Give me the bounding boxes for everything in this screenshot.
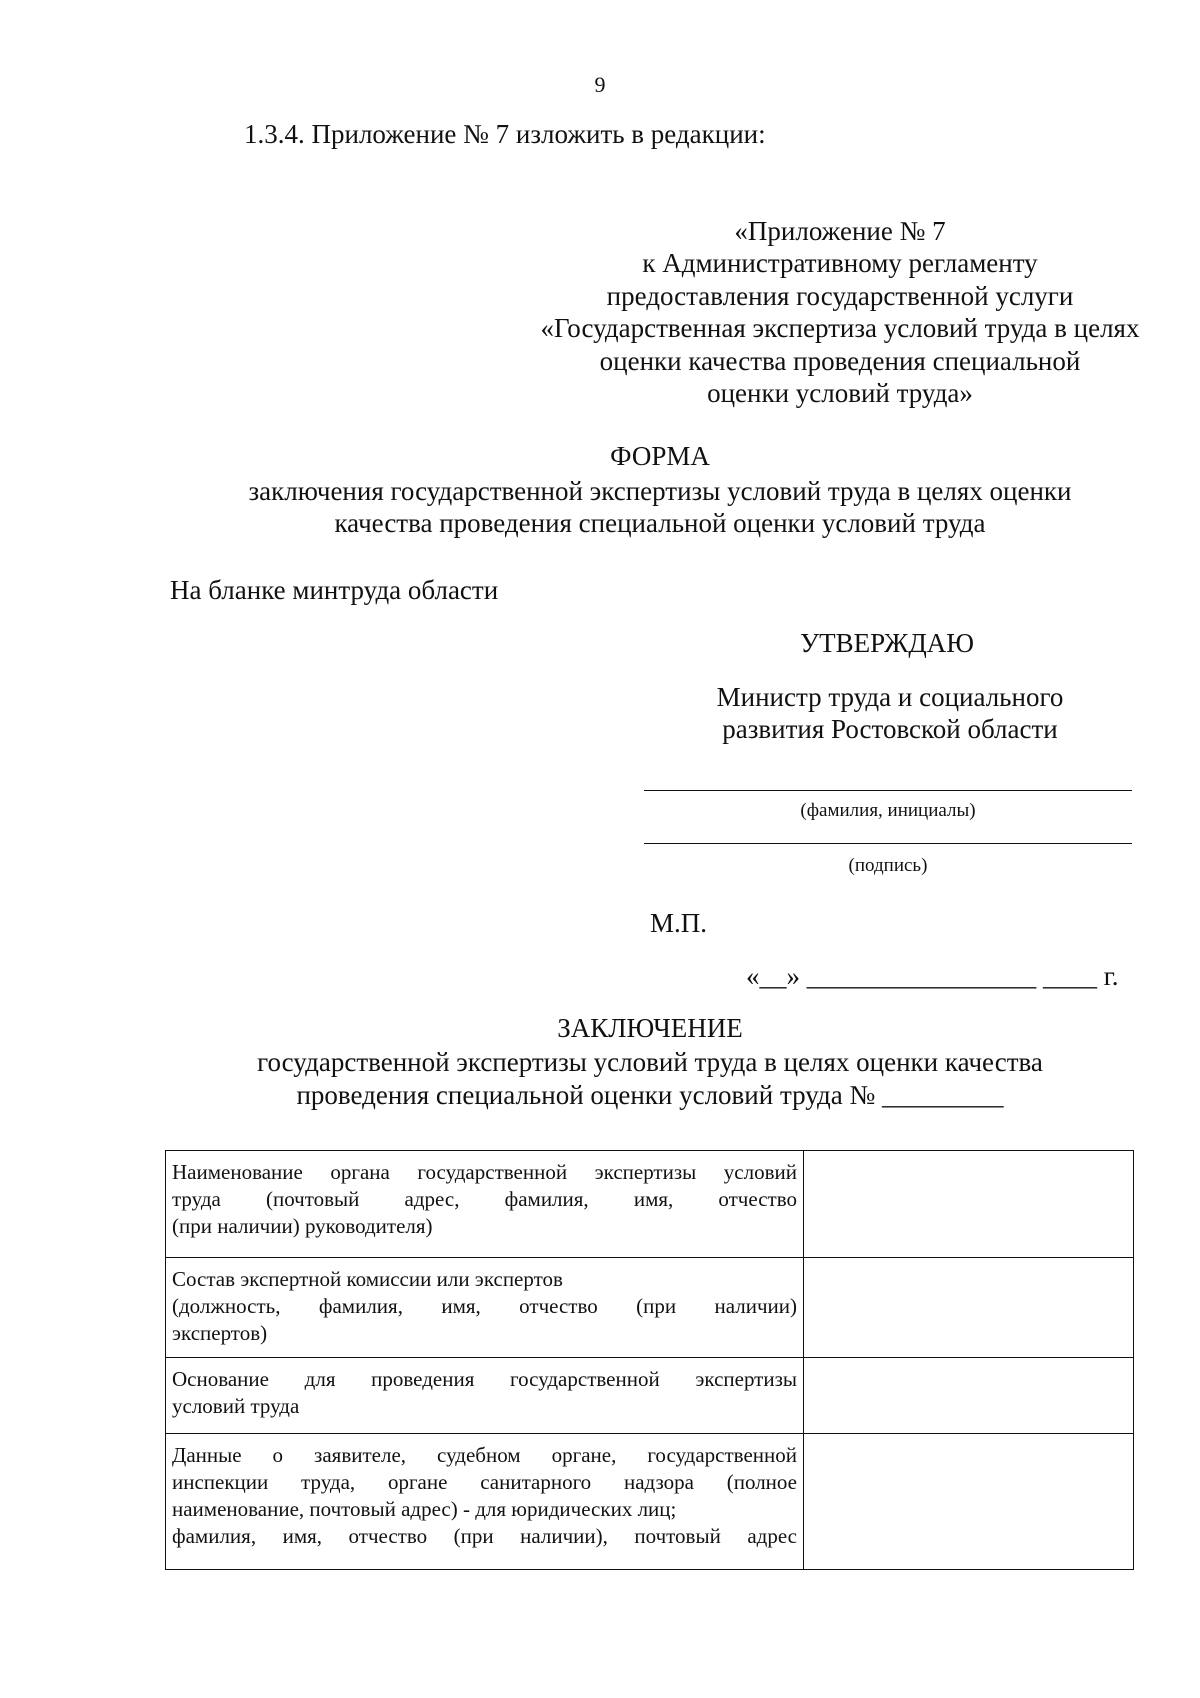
table-row: [166, 1151, 1134, 1258]
table-row: [166, 1434, 1134, 1570]
label-line: инспекции труда, органе санитарного надзора (полное: [172, 1470, 797, 1494]
table-row-value: [804, 1358, 1134, 1434]
table-row-label: [166, 1358, 804, 1434]
appendix-header-line: «Приложение № 7: [734, 216, 946, 246]
appendix-header-line: к Административному регламенту: [642, 248, 1038, 279]
minister-position: [680, 681, 1100, 745]
form-title: ФОРМА: [610, 441, 710, 471]
conclusion-subtitle-line: государственной экспертизы условий труда в целях оценки качества: [257, 1047, 1043, 1077]
form-subtitle-line: качества проведения специальной оценки условий труда: [334, 508, 986, 538]
minister-position-line: развития Ростовской области: [722, 714, 1058, 744]
appendix-header: [480, 215, 1200, 409]
name-caption: (фамилия, инициалы): [800, 800, 976, 821]
form-subtitle-line: заключения государственной экспертизы условий труда в целях оценки: [248, 476, 1072, 506]
conclusion-subtitle-line: проведения специальной оценки условий труда № _________: [296, 1080, 1004, 1110]
page-number: 9: [594, 72, 606, 97]
approval-label: УТВЕРЖДАЮ: [800, 628, 975, 658]
name-line: [644, 790, 1132, 791]
conclusion-table: [165, 1150, 1134, 1570]
blank-note: На бланке минтруда области: [170, 575, 499, 605]
table-row-label: [166, 1151, 804, 1258]
form-subtitle: [0, 475, 1200, 539]
table-row-value: [804, 1434, 1134, 1570]
date-line: «__» _________________ ____ г.: [746, 961, 1119, 991]
table-row-value: [804, 1258, 1134, 1358]
amendment-intro: 1.3.4. Приложение № 7 изложить в редакции:: [244, 119, 766, 149]
stamp-place: М.П.: [650, 908, 708, 938]
label-line: труда (почтовый адрес, фамилия, имя, отчество: [172, 1187, 797, 1211]
table-row-value: [804, 1151, 1134, 1258]
table-row: [166, 1258, 1134, 1358]
label-line: наименование, почтовый адрес) - для юридических лиц;: [172, 1497, 677, 1521]
conclusion-subtitle: [0, 1046, 1200, 1112]
label-line: Основание для проведения государственной экспертизы: [172, 1367, 797, 1391]
appendix-header-line: «Государственная экспертиза условий труда в целях: [540, 313, 1140, 344]
table-row-label: [166, 1258, 804, 1358]
table-row: [166, 1358, 1134, 1434]
signature-caption: (подпись): [848, 855, 928, 876]
label-line: условий труда: [172, 1394, 300, 1418]
appendix-header-line: предоставления государственной услуги: [606, 280, 1074, 311]
appendix-header-line: оценки условий труда»: [707, 377, 973, 408]
minister-position-line: Министр труда и социального: [716, 682, 1064, 712]
table-row-label: [166, 1434, 804, 1570]
label-line: (при наличии) руководителя): [172, 1214, 433, 1238]
label-line: (должность, фамилия, имя, отчество (при наличии): [172, 1294, 797, 1318]
appendix-header-line: оценки качества проведения специальной: [599, 345, 1081, 376]
label-line: экспертов): [172, 1321, 268, 1345]
label-line: Данные о заявителе, судебном органе, государственной: [172, 1443, 797, 1467]
conclusion-title: ЗАКЛЮЧЕНИЕ: [557, 1013, 743, 1043]
signature-line: [644, 843, 1132, 844]
label-line: Наименование органа государственной экспертизы условий: [172, 1160, 797, 1184]
label-line: фамилия, имя, отчество (при наличии), почтовый адрес: [172, 1524, 797, 1548]
label-line: Состав экспертной комиссии или экспертов: [172, 1267, 563, 1291]
